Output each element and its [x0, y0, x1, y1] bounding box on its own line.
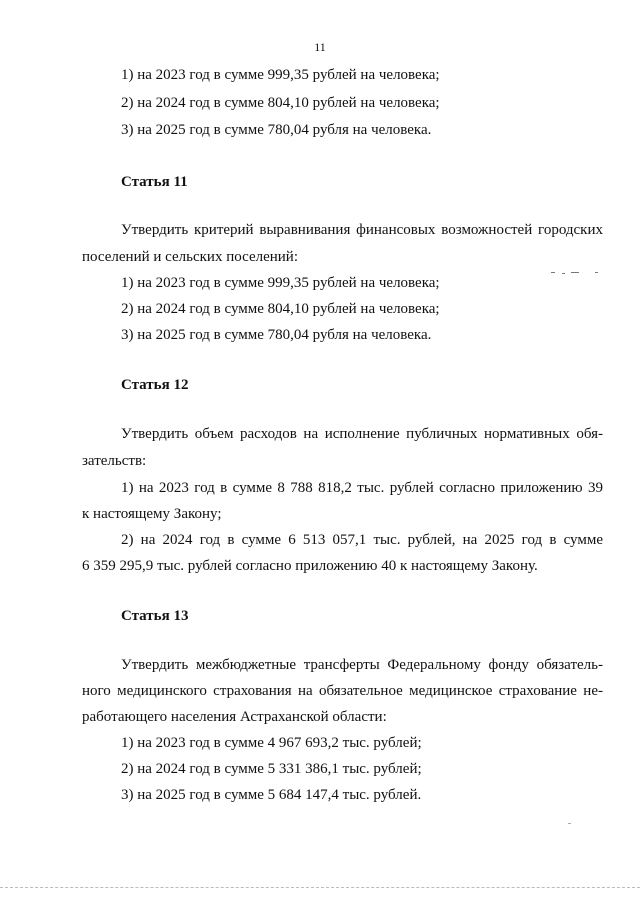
scan-bottom-edge: [0, 887, 640, 888]
article-11-heading: Статья 11: [121, 174, 188, 190]
scan-artifact: [562, 273, 565, 274]
article-11-intro-line: поселений и сельских поселений:: [82, 249, 298, 265]
article-13-intro-line: ного медицинского страхования на обязательное медицинское страхование не-: [82, 683, 603, 699]
list-item: 2) на 2024 год в сумме 804,10 рублей на человека;: [121, 301, 440, 317]
scan-artifact: [595, 272, 598, 273]
article-13-intro-line: работающего населения Астраханской области:: [82, 709, 387, 725]
article-12-item-line: 2) на 2024 год в сумме 6 513 057,1 тыс. рублей, на 2025 год в сумме: [121, 532, 603, 548]
list-item: 1) на 2023 год в сумме 999,35 рублей на человека;: [121, 67, 440, 83]
article-12-heading: Статья 12: [121, 377, 189, 393]
list-item: 3) на 2025 год в сумме 780,04 рубля на человека.: [121, 327, 432, 343]
scan-artifact: [551, 272, 555, 273]
scan-artifact: [568, 823, 571, 824]
scan-artifact: [571, 272, 579, 273]
article-11-intro-line: Утвердить критерий выравнивания финансовых возможностей городских: [121, 222, 603, 238]
list-item: 3) на 2025 год в сумме 5 684 147,4 тыс. рублей.: [121, 787, 422, 803]
article-12-item-line: к настоящему Закону;: [82, 506, 222, 522]
article-12-intro-line: Утвердить объем расходов на исполнение публичных нормативных обя-: [121, 426, 603, 442]
list-item: 2) на 2024 год в сумме 5 331 386,1 тыс. рублей;: [121, 761, 422, 777]
article-13-intro-line: Утвердить межбюджетные трансферты Федеральному фонду обязатель-: [121, 657, 603, 673]
article-12-item-line: 1) на 2023 год в сумме 8 788 818,2 тыс. рублей согласно приложению 39: [121, 480, 603, 496]
list-item: 1) на 2023 год в сумме 4 967 693,2 тыс. рублей;: [121, 735, 422, 751]
page-number: 11: [314, 40, 326, 54]
list-item: 1) на 2023 год в сумме 999,35 рублей на человека;: [121, 275, 440, 291]
article-13-heading: Статья 13: [121, 608, 189, 624]
list-item: 2) на 2024 год в сумме 804,10 рублей на человека;: [121, 95, 440, 111]
article-12-item-line: 6 359 295,9 тыс. рублей согласно приложению 40 к настоящему Закону.: [82, 558, 538, 574]
article-12-intro-line: зательств:: [82, 453, 147, 469]
list-item: 3) на 2025 год в сумме 780,04 рубля на человека.: [121, 122, 432, 138]
